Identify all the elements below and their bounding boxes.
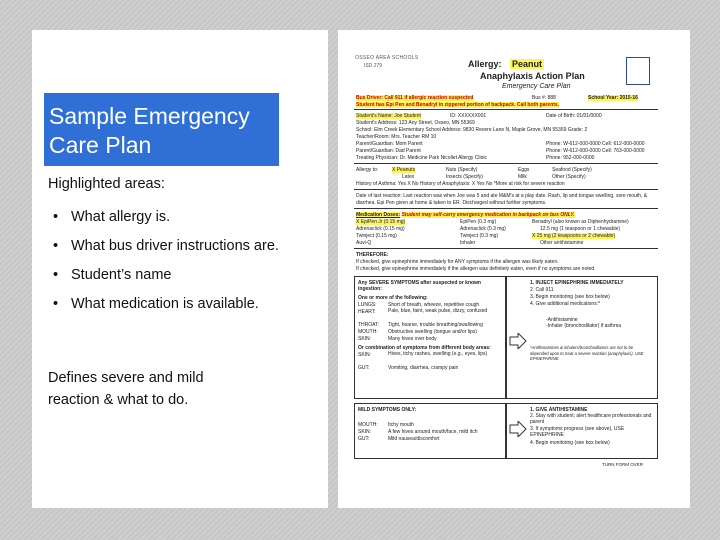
student-name xyxy=(356,113,421,119)
student-dob: Date of Birth: 01/01/0000 xyxy=(546,113,602,119)
allergy-to-label: Allergy to: xyxy=(356,167,379,173)
sym-skin2-label: SKIN: xyxy=(358,352,372,358)
therefore-label: THEREFORE: xyxy=(356,252,389,258)
physician-phone: Phone: 952-000-0000 xyxy=(546,155,595,161)
parent-2-phone: Phone: W-612-000-0000 Cell: 763-000-0000 xyxy=(546,148,645,154)
highlighted-areas-colon: : xyxy=(160,176,165,192)
highlight-bullet-list xyxy=(50,205,290,321)
emergency-care-plan-document xyxy=(350,45,662,467)
student-id: ID: XXXXXX001 xyxy=(450,113,487,119)
therefore-line-2: If checked, give epinephrine immediately if the allergen was definitely eaten, even if no symptoms are noted. xyxy=(356,266,596,272)
divider xyxy=(354,189,658,190)
bus-number: Bus #: 888 xyxy=(532,95,556,101)
right-arrow-icon xyxy=(509,333,527,349)
inject-step-4: 4. Give additional medications:* xyxy=(530,301,601,307)
parent-guardian-1: Parent/Guardian: Mom Parent xyxy=(356,141,423,147)
highlighted-areas-label: Highlighted areas xyxy=(48,176,161,192)
inject-inhaler: -Inhaler (bronchodilator) if asthma xyxy=(546,323,622,329)
med-adrenaclick-03: Adrenaclick (0.3 mg) xyxy=(460,226,506,232)
mild-heading: MILD SYMPTOMS ONLY: xyxy=(358,407,417,413)
sym-heart-label: HEART: xyxy=(358,309,376,315)
inject-step-2: 2. Call 911 xyxy=(530,287,554,293)
medication-doses-label: Medication Doses: xyxy=(356,212,401,218)
allergy-milk: Milk xyxy=(518,174,527,180)
sym-throat-label: THROAT: xyxy=(358,322,380,328)
parent-guardian-2: Parent/Guardian: Dad Parent xyxy=(356,148,421,154)
turn-form-over: TURN FORM OVER xyxy=(602,462,643,467)
sym-skin2-value: Hives, itchy rashes, swelling (e.g., eyes, lips) xyxy=(388,351,488,357)
inject-epinephrine: 1. INJECT EPINEPHRINE IMMEDIATELY xyxy=(530,280,624,286)
mild-skin-label: SKIN: xyxy=(358,429,372,435)
mild-step-1: 1. GIVE ANTIHISTAMINE xyxy=(530,407,588,413)
right-arrow-icon xyxy=(509,421,527,437)
sym-lungs-value: Short of breath, wheeze, repetitive cough xyxy=(388,302,480,308)
inject-note: *Antihistamines & inhalers/bronchodilators are not to be depended upon to treat a severe reaction (anaphylaxis). USE EPINEPHRINE. xyxy=(530,345,644,361)
med-dose-12-5: 12.5 mg (1 teaspoon or 1 chewable) xyxy=(540,226,621,232)
bus-instructions-line: Student has Epi Pen and Benadryl in zippered portion of backpack. Call both parents. xyxy=(356,102,560,108)
school-district: ISD 279 xyxy=(364,63,383,69)
divider xyxy=(354,109,658,110)
med-benadryl: Benadryl (also known as Diphenhydramine) xyxy=(532,219,629,225)
box-divider xyxy=(505,403,507,459)
sym-skin-value: Many hives over body xyxy=(388,336,437,342)
mild-step-2: 2. Stay with student; alert healthcare professionals and parent xyxy=(530,413,652,425)
allergy-seafood: Seafood (Specify) xyxy=(552,167,592,173)
mild-step-4: 4. Begin monitoring (see box below) xyxy=(530,440,610,446)
student-name-text: Student's Name: Joe Student xyxy=(356,113,421,119)
mild-gut-label: GUT: xyxy=(358,436,370,442)
allergy-insects: Insects (Specify) xyxy=(446,174,483,180)
school-year: School Year: 2015-16 xyxy=(588,95,638,101)
mild-mouth-label: MOUTH: xyxy=(358,422,378,428)
sym-heart-value: Pale, blue, faint, weak pulse, dizzy, confused xyxy=(388,308,488,314)
mild-gut-value: Mild nausea/discomfort xyxy=(388,436,440,442)
plan-title: Anaphylaxis Action Plan xyxy=(480,71,585,81)
parent-1-phone: Phone: W-612-000-0000 Cell: 612-000-0000 xyxy=(546,141,645,147)
allergy-value: Peanut xyxy=(512,59,543,69)
allergy-latex: Latex xyxy=(402,174,415,180)
school-name: OSSEO AREA SCHOOLS xyxy=(355,55,419,61)
sym-lungs-label: LUNGS: xyxy=(358,302,377,308)
history-line: History of Asthma: Yes X No History of Anaphylaxis: X Yes No *More at risk for severe reaction xyxy=(356,181,565,187)
allergy-nuts: Nuts (Specify) xyxy=(446,167,478,173)
sym-gut-label: GUT: xyxy=(358,365,370,371)
divider xyxy=(354,163,658,164)
medication-note: Student may self-carry emergency medication in backpack on bus ONLY. xyxy=(401,212,575,218)
mild-mouth-value: Itchy mouth xyxy=(388,422,414,428)
bullet-item: • What allergy is. xyxy=(50,205,290,229)
plan-subtitle: Emergency Care Plan xyxy=(502,83,571,90)
bus-driver-line: Bus Driver: Call 911 if allergic reaction suspected xyxy=(356,95,474,101)
med-epipen-jr: X EpiPen Jr (0.15 mg) xyxy=(356,219,406,225)
slide-title: Sample Emergency Care Plan xyxy=(44,93,279,166)
mild-skin-value: A few hives around mouth/face, mild itch xyxy=(388,429,478,435)
med-twinject-03: Twinject (0.3 mg) xyxy=(460,233,499,239)
therefore-line-1: If checked, give epinephrine immediately for ANY symptoms if the allergen was likely eaten. xyxy=(356,259,559,265)
bullet-item: • Student’s name xyxy=(50,263,290,287)
one-or-more: One or more of the following: xyxy=(358,295,428,301)
med-inhaler: Inhaler xyxy=(460,240,476,246)
divider xyxy=(354,208,658,209)
allergy-label: Allergy: xyxy=(468,59,502,69)
med-epipen: EpiPen (0.3 mg) xyxy=(460,219,497,225)
highlighted-areas-heading xyxy=(48,176,165,192)
sym-mouth-label: MOUTH: xyxy=(358,329,378,335)
teacher-room: Teacher/Room: Mrs. Teacher RM 10 xyxy=(356,134,437,140)
mild-step-3: 3. If symptoms progress (see above), USE EPINEPHRINE xyxy=(530,426,625,438)
student-address: Student's Address: 123 Any Street, Osseo, MN 55369 xyxy=(356,120,475,126)
inject-antihistamine: -Antihistamine xyxy=(546,317,578,323)
med-adrenaclick-015: Adrenaclick (0.15 mg) xyxy=(356,226,405,232)
sym-skin-label: SKIN: xyxy=(358,336,372,342)
med-other-antihistamine: Other antihistamine xyxy=(540,240,584,246)
severe-heading: Any SEVERE SYMPTOMS after suspected or known ingestion: xyxy=(358,280,481,292)
med-dose-25: X 25 mg (2 teaspoons or 2 chewable) xyxy=(532,233,616,239)
divider xyxy=(354,248,658,249)
medication-doses xyxy=(356,212,575,218)
inject-step-3: 3. Begin monitoring (see box below) xyxy=(530,294,610,300)
defines-text: Defines severe and mild reaction & what to do. xyxy=(48,370,204,408)
sym-mouth-value: Obstructive swelling (tongue and/or lips) xyxy=(388,329,477,335)
allergy-eggs: Eggs xyxy=(518,167,530,173)
student-school: School: Elm Creek Elementary School Address: 9830 Revere Lane N, Maple Grove, MN 55369 Grade: 2 xyxy=(356,127,588,133)
box-divider xyxy=(505,276,507,399)
sym-throat-value: Tight, hoarse, trouble breathing/swallowing xyxy=(388,322,483,328)
sym-gut-value: Vomiting, diarrhea, crampy pain xyxy=(388,365,459,371)
allergy-other: Other (Specify) xyxy=(552,174,586,180)
last-reaction: Date of last reaction: Last reaction was when Joe was 5 and ate M&M's at a play date. Rash, lip and tongue swelling, sore mouth, & diarrhea. Epi Pen given at home & taken to ER. Discharged without further symptoms. xyxy=(356,193,648,206)
med-auvi-q: Auvi-Q xyxy=(356,240,372,246)
student-photo-box xyxy=(626,57,650,85)
treating-physician: Treating Physician: Dr. Medicine Park Nicollet Allergy Clinic xyxy=(356,155,487,161)
med-twinject-015: Twinject (0.15 mg) xyxy=(356,233,397,239)
bullet-item: • What medication is available. xyxy=(50,292,290,316)
bullet-item: • What bus driver instructions are. xyxy=(50,234,290,258)
or-combination: Or combination of symptoms from different body areas: xyxy=(358,345,491,351)
allergy-peanuts: X Peanuts xyxy=(392,167,416,173)
